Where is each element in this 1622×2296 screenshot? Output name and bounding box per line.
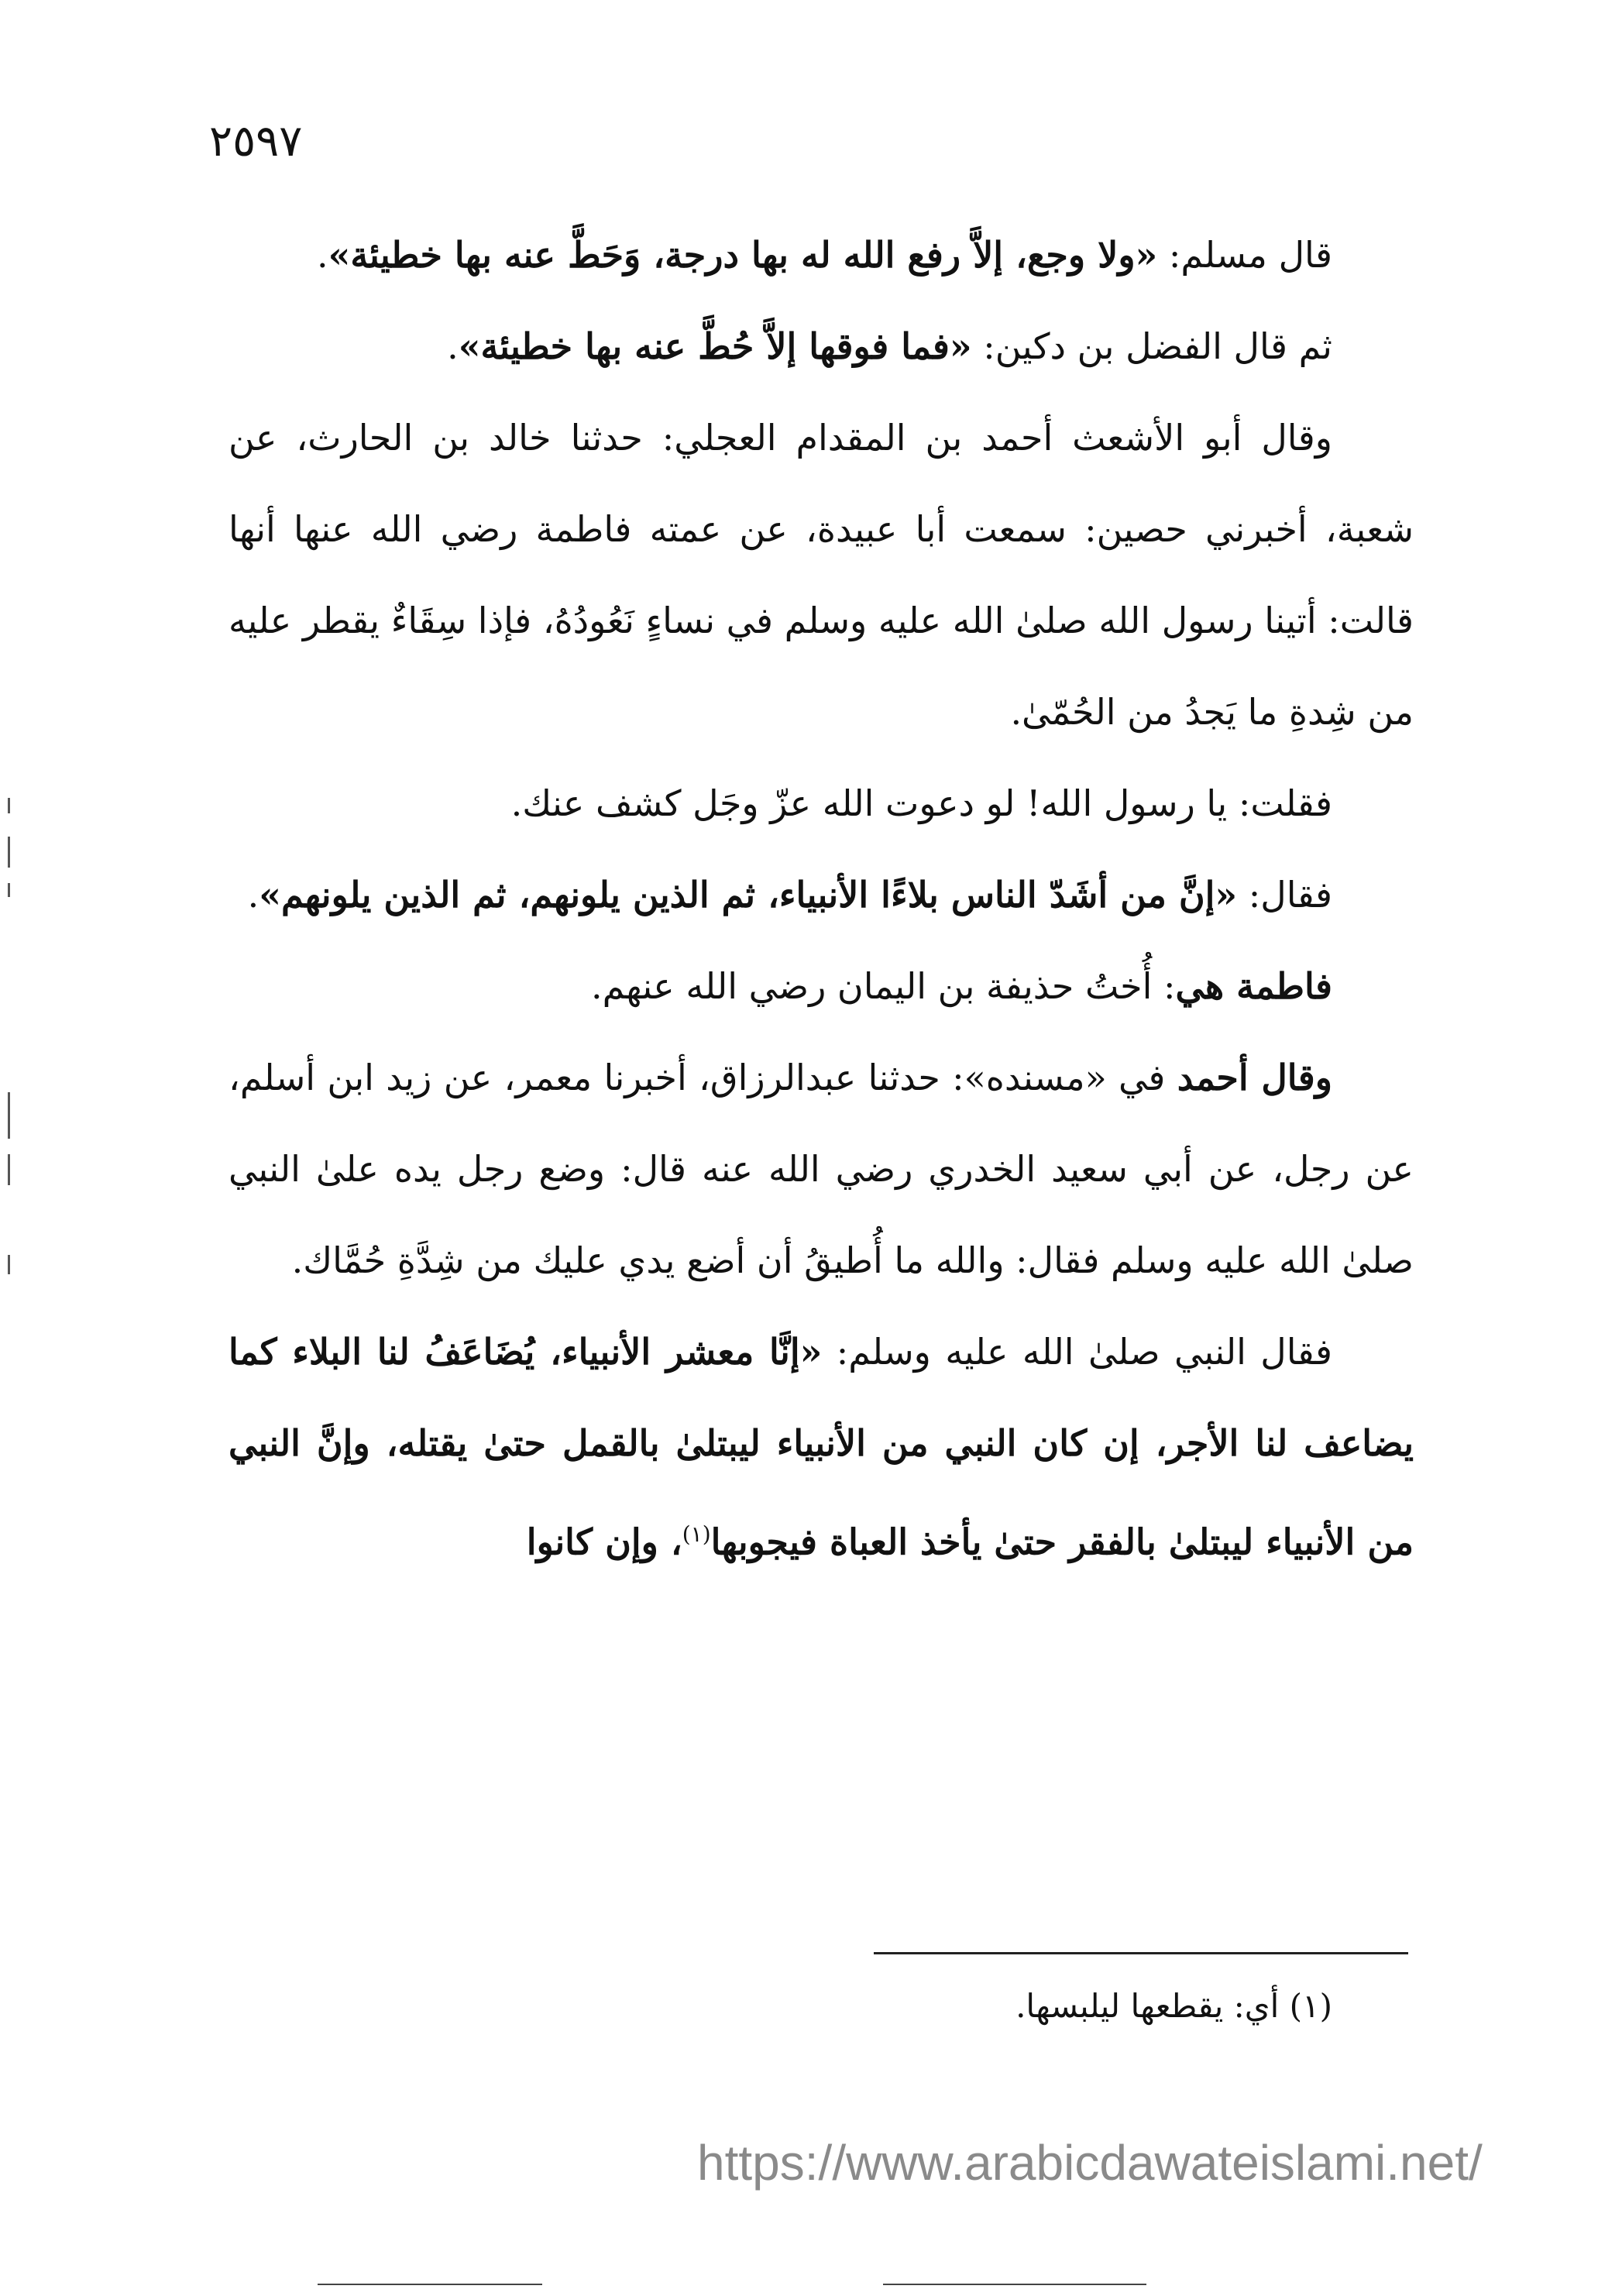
scan-mark: [8, 883, 10, 897]
text-segment: في «مسنده»: حدثنا عبدالرزاق، أخبرنا معمر، عن زيد ابن أسلم، عن رجل، عن أبي سعيد الخدري رضي الله عنه قال: وضع رجل يده علىٰ النبي صلىٰ الله عليه وسلم فقال: والله ما أُطيقُ أن أضع يدي عليك من شِدَّةِ حُمَّاك.: [229, 1057, 1414, 1281]
bold-text: فاطمة هي: [1175, 965, 1332, 1007]
text-segment: .: [247, 874, 259, 916]
paragraph: [229, 392, 1414, 758]
scan-mark: [8, 1092, 10, 1139]
paragraph: [229, 209, 1414, 301]
text-segment: فقال النبي صلىٰ الله عليه وسلم:: [822, 1331, 1332, 1373]
bold-text: «إنَّا معشر الأنبياء، يُضَاعَفُ لنا البلاء كما يضاعف لنا الأجر، إن كان النبي من الأنبياء ليبتلىٰ بالقمل حتىٰ يقتله، وإنَّ النبي من الأنبياء ليبتلىٰ بالفقر حتىٰ يأخذ العباة فيجوبها: [229, 1331, 1414, 1563]
bold-text: وقال أحمد: [1177, 1057, 1332, 1098]
bold-text: «إنَّ من أشَدّ الناس بلاءًا الأنبياء، ثم الذين يلونهم، ثم الذين يلونهم»: [259, 874, 1238, 916]
bold-text: ، وإن كانوا: [526, 1521, 682, 1563]
bold-text: «فما فوقها إلاَّ حُطَّ عنه بها خطيئة»: [458, 325, 972, 367]
text-segment: .: [447, 325, 459, 367]
page-edge-line: [883, 2284, 1146, 2285]
paragraph: [229, 758, 1414, 849]
text-segment: قال مسلم:: [1157, 234, 1332, 276]
bold-text: «ولا وجع، إلاَّ رفع الله له بها درجة، وَحَطَّ عنه بها خطيئة»: [328, 234, 1158, 276]
paragraph: [229, 940, 1414, 1032]
text-segment: فقال:: [1237, 874, 1332, 916]
text-segment: .: [316, 234, 328, 276]
paragraph: [229, 1032, 1414, 1306]
watermark-url[interactable]: https://www.arabicdawateislami.net/: [697, 2135, 1483, 2191]
scan-mark: [8, 798, 10, 813]
text-segment: ثم قال الفضل بن دكين:: [971, 325, 1332, 367]
text-segment: : أُختُ حذيفة بن اليمان رضي الله عنهم.: [590, 965, 1176, 1007]
page-number: ٢٥٩٧: [209, 116, 303, 167]
scan-mark: [8, 1154, 10, 1185]
scan-mark: [8, 1255, 10, 1274]
footnote: (١) أي: يقطعها ليلبسها.: [1015, 1987, 1332, 2025]
footnote-separator: [874, 1952, 1408, 1954]
text-segment: وقال أبو الأشعث أحمد بن المقدام العجلي: حدثنا خالد بن الحارث، عن شعبة، أخبرني حصين: سمعت أبا عبيدة، عن عمته فاطمة رضي الله عنها أنها قالت: أتينا رسول الله صلىٰ الله عليه وسلم في نساءٍ نَعُودُهُ، فإذا سِقَاءٌ يقطر عليه من شِدةِ ما يَجدُ من الحُمّىٰ.: [229, 417, 1414, 733]
paragraph: [229, 1306, 1414, 1587]
scan-mark: [8, 837, 10, 868]
text-segment: فقلت: يا رسول الله! لو دعوت الله عزّ وجَل كشف عنك.: [510, 782, 1332, 824]
footnote-ref: (١): [682, 1521, 711, 1547]
paragraph: [229, 301, 1414, 392]
page-edge-line: [318, 2284, 542, 2285]
body-text: [229, 209, 1414, 1587]
paragraph: [229, 849, 1414, 940]
